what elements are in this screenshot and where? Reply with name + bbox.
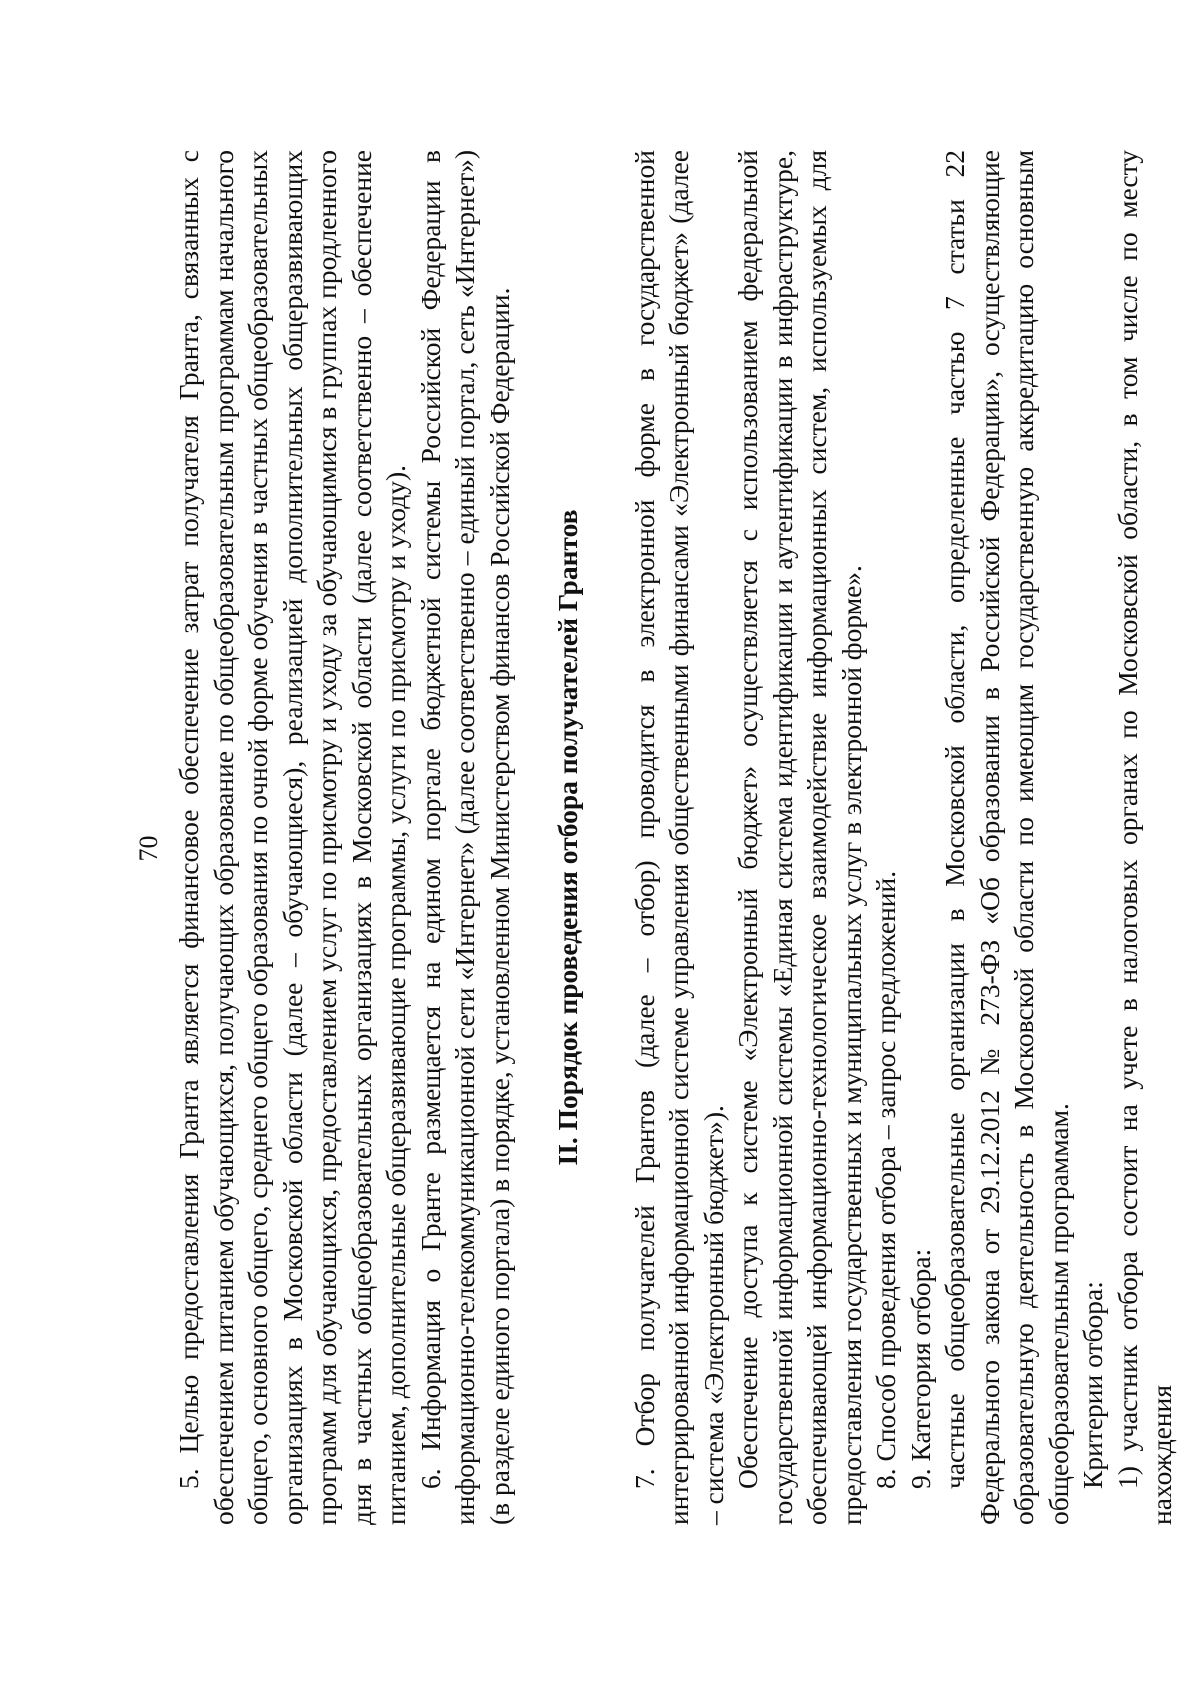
paragraph-8-method: 8. Способ проведения отбора – запрос предложений. — [870, 870, 901, 1489]
paragraph-category-text: частные общеобразовательные организации в Московской области, определенные частью 7 статьи 22 Федерального закона от 29.12.2012 № 273-ФЗ «Об образовании в Российской Федерации», осуществляющие образовательную деятельность в Московской области по имеющим государственную аккредитацию основным общеобразовательным программам. — [939, 150, 1074, 1525]
paragraph-access: Обеспечение доступа к системе «Электронный бюджет» осуществляется с использованием федеральной государственной информационной системы «Единая система идентификации и аутентификации в инфраструктуре, обеспечивающей информационно-технологическое взаимодействие информационных систем, используемых для предоставления государственных и муниципальных услуг в электронной форме». — [732, 150, 867, 1525]
paragraph-6-information: 6. Информация о Гранте размещается на едином портале бюджетной системы Российской Федерации в информационно-телекоммуникационной сети «Интернет» (далее соответственно – единый портал, сеть «Интернет») (в разделе единого портала) в порядке, установленном Министерством финансов Российской Федерации. — [414, 150, 515, 1525]
paragraph-criterion-1: 1) участник отбора состоит на учете в налоговых органах по Московской области, в том числе по месту нахождения — [1111, 150, 1177, 1525]
document-body — [172, 150, 1180, 1525]
paragraph-7-selection: 7. Отбор получателей Грантов (далее – отбор) проводится в электронной форме в государственной интегрированной информационной системе управления общественными финансами «Электронный бюджет» (далее – система «Электронный бюджет»). — [628, 150, 729, 1525]
paragraph-9-category: 9. Категория отбора: — [904, 1248, 936, 1489]
paragraph-5-purpose: 5. Целью предоставления Гранта является финансовое обеспечение затрат получателя Гранта, связанных с обеспечением питанием обучающихся, получающих образование по общеобразовательным программам начального общего, основного общего, среднего общего образования по очной форме обучения в частных общеобразовательных организациях в Московской области (далее – обучающиеся), реализацией дополнительных общеразвивающих программ для обучающихся, предоставлением услуг по присмотру и уходу за обучающимися в группах продленного дня в частных общеобразовательных организациях в Московской области (далее соответственно – обеспечение питанием, дополнительные общеразвивающие программы, услуги по присмотру и уходу). — [173, 150, 411, 1525]
section-heading: II. Порядок проведения отбора получателей Грантов — [552, 509, 583, 1166]
page-number: 70 — [134, 835, 163, 862]
paragraph-criteria-heading: Критерии отбора: — [1077, 1281, 1108, 1489]
